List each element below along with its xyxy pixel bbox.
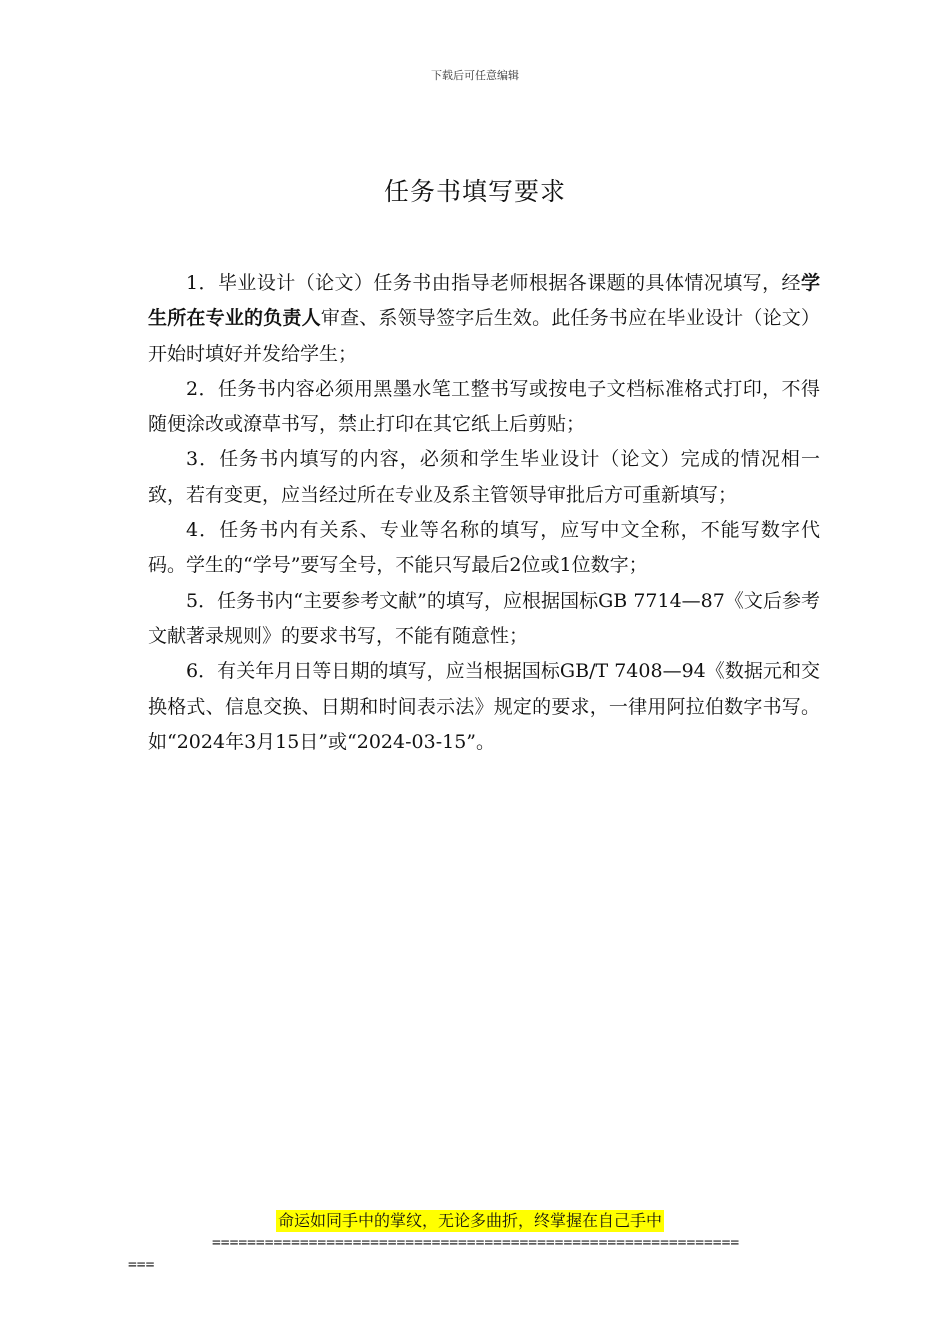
requirement-1-emphasis: 学生所在专业的负责人 — [148, 272, 820, 330]
footer-rule-line-end: === — [128, 1256, 155, 1273]
requirement-item-1 — [148, 266, 820, 372]
header-note: 下载后可任意编辑 — [431, 69, 519, 82]
footer-rule-line: ============================================================ — [212, 1234, 740, 1251]
page-title: 任务书填写要求 — [383, 177, 566, 206]
requirements-list — [148, 266, 820, 760]
requirement-1-text-start: 1．毕业设计（论文）任务书由指导老师根据各课题的具体情况填写，经 — [186, 272, 801, 294]
requirement-item-6: 6．有关年月日等日期的填写，应当根据国标GB/T 7408—94《数据元和交换格式、信息交换、日期和时间表示法》规定的要求，一律用阿拉伯数字书写。如“2024年3月15日”或“2024-03-15”。 — [148, 660, 820, 753]
requirement-item-2: 2．任务书内容必须用黑墨水笔工整书写或按电子文档标准格式打印，不得随便涂改或潦草书写，禁止打印在其它纸上后剪贴； — [148, 377, 820, 436]
footer-quote: 命运如同手中的掌纹，无论多曲折，终掌握在自己手中 — [278, 1211, 663, 1230]
requirement-item-5: 5．任务书内“主要参考文献”的填写，应根据国标GB 7714—87《文后参考文献著录规则》的要求书写，不能有随意性； — [148, 589, 820, 647]
requirement-item-4: 4．任务书内有关系、专业等名称的填写，应写中文全称，不能写数字代码。学生的“学号”要写全号，不能只写最后2位或1位数字； — [148, 519, 820, 577]
requirement-1-text-end: 审查、系领导签字后生效。此任务书应在毕业设计（论文）开始时填好并发给学生； — [148, 307, 820, 365]
requirement-item-3: 3．任务书内填写的内容，必须和学生毕业设计（论文）完成的情况相一致，若有变更，应当经过所在专业及系主管领导审批后方可重新填写； — [148, 448, 820, 506]
